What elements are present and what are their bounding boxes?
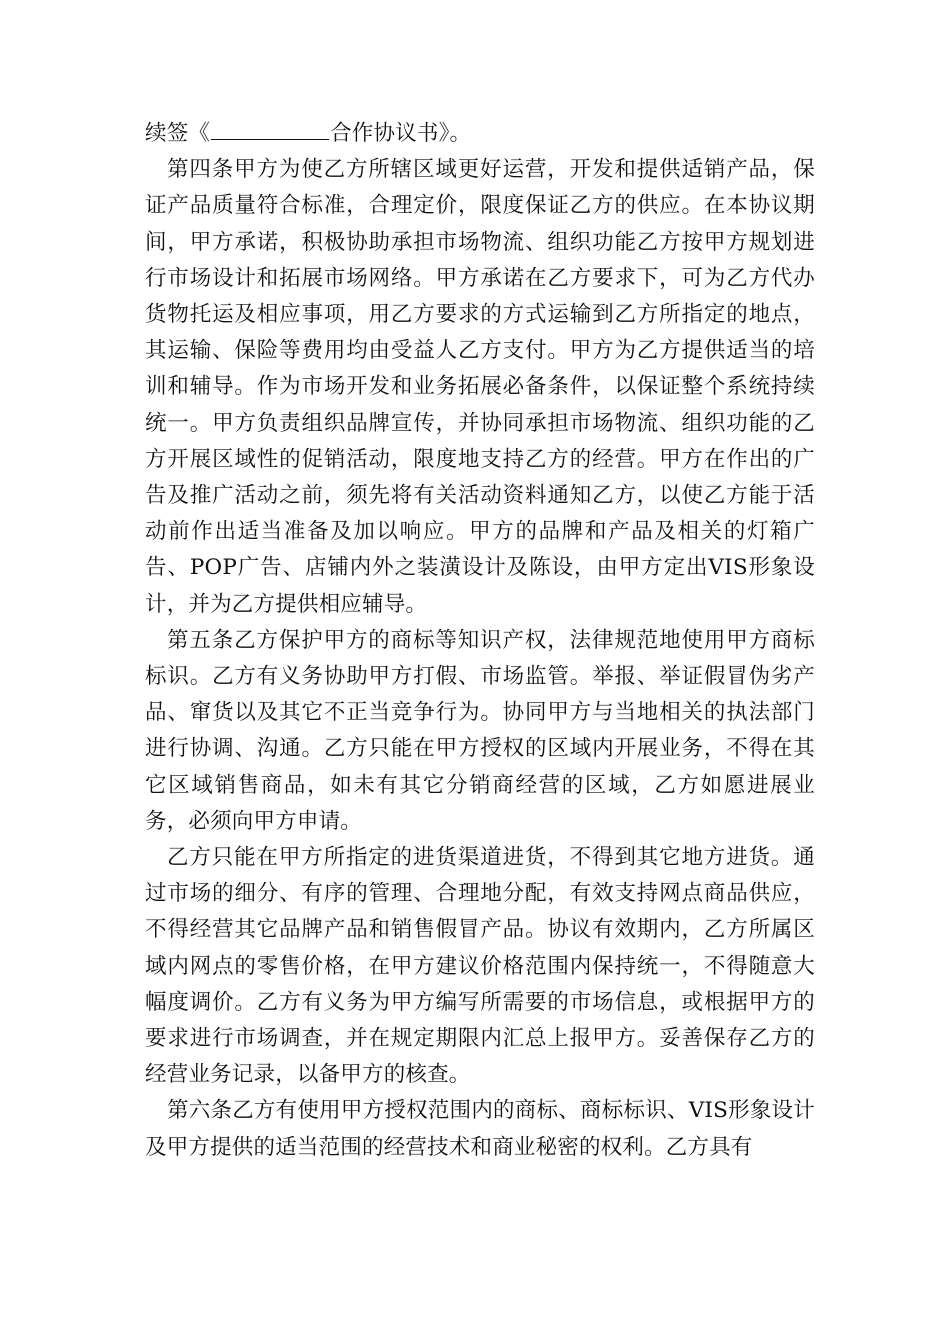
continuation-suffix: 合作协议书》。 [330,121,472,146]
agreement-name-blank [211,121,329,140]
article-five-continued: 乙方只能在甲方所指定的进货渠道进货，不得到其它地方进货。通过市场的细分、有序的管理、合理地分配，有效支持网点商品供应，不得经营其它品牌产品和销售假冒产品。协议有效期内，乙方所属区域内网点的零售价格，在甲方建议价格范围内保持统一，不得随意大幅度调价。乙方有义务为甲方编写所需要的市场信息，或根据甲方的要求进行市场调查，并在规定期限内汇总上报甲方。妥善保存乙方的经营业务记录，以备甲方的核查。 [145,845,815,1088]
article-four: 第四条甲方为使乙方所辖区域更好运营，开发和提供适销产品，保证产品质量符合标准，合理定价，限度保证乙方的供应。在本协议期间，甲方承诺，积极协助承担市场物流、组织功能乙方按甲方规划进行市场设计和拓展市场网络。甲方承诺在乙方要求下，可为乙方代办货物托运及相应事项，用乙方要求的方式运输到乙方所指定的地点，其运输、保险等费用均由受益人乙方支付。甲方为乙方提供适当的培训和辅导。作为市场开发和业务拓展必备条件，以保证整个系统持续统一。甲方负责组织品牌宣传，并协同承担市场物流、组织功能的乙方开展区域性的促销活动，限度地支持乙方的经营。甲方在作出的广告及推广活动之前，须先将有关活动资料通知乙方，以使乙方能于活动前作出适当准备及加以响应。甲方的品牌和产品及相关的灯箱广告、POP广告、店铺内外之装潢设计及陈设，由甲方定出VIS形象设计，并为乙方提供相应辅导。 [145,157,815,617]
article-five: 第五条乙方保护甲方的商标等知识产权，法律规范地使用甲方商标标识。乙方有义务协助甲方打假、市场监管。举报、举证假冒伪劣产品、窜货以及其它不正当竞争行为。协同甲方与当地相关的执法部门进行协调、沟通。乙方只能在甲方授权的区域内开展业务，不得在其它区域销售商品，如未有其它分销商经营的区域，乙方如愿进展业务，必须向甲方申请。 [145,627,815,834]
continuation-line [145,116,815,152]
article-six: 第六条乙方有使用甲方授权范围内的商标、商标标识、VIS形象设计及甲方提供的适当范围的经营技术和商业秘密的权利。乙方具有 [145,1098,815,1160]
continuation-prefix: 续签《 [145,121,211,146]
document-page [145,116,815,1166]
